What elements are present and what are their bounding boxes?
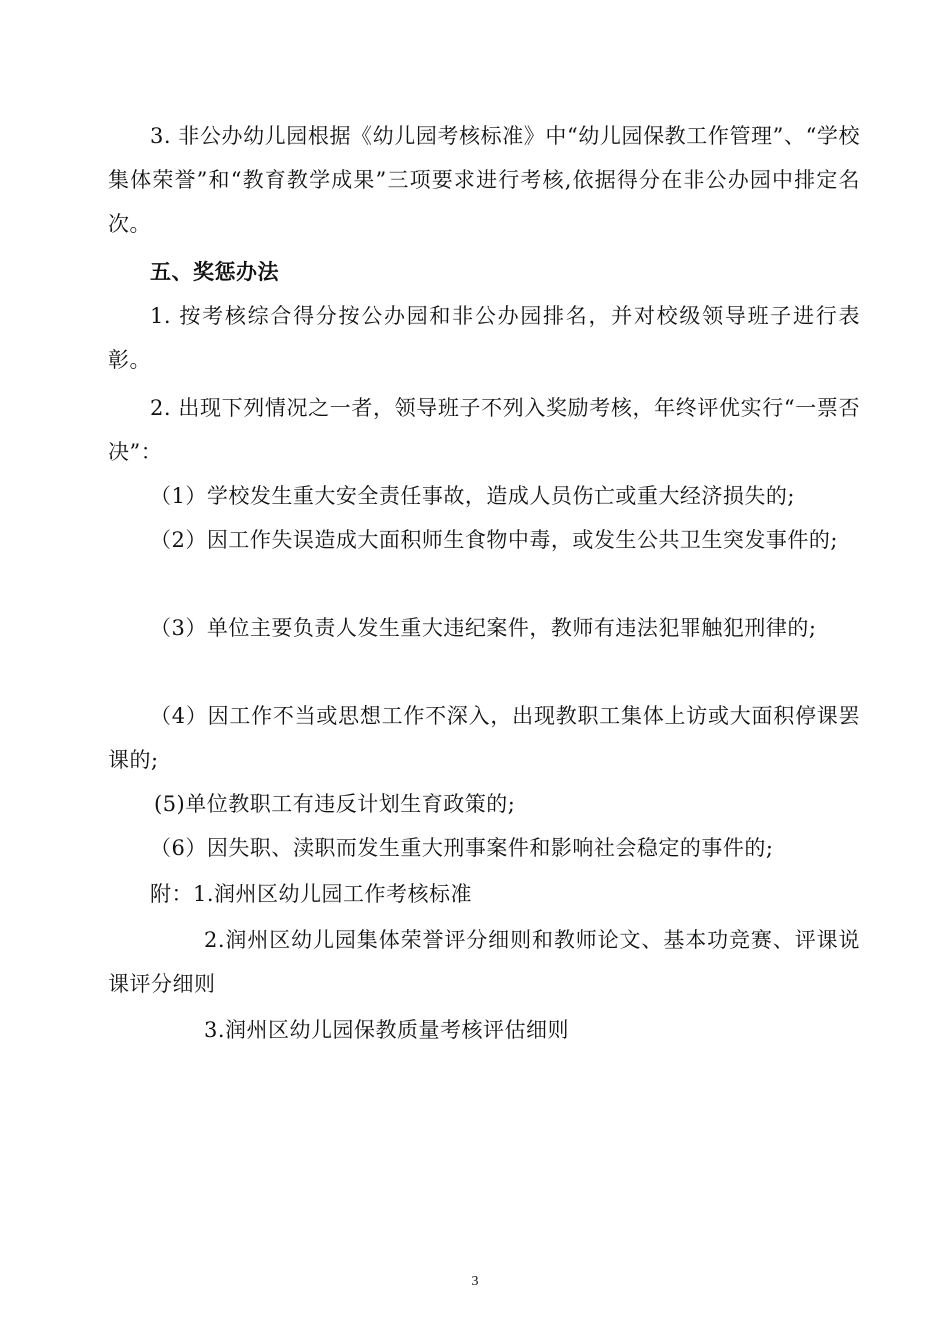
list-item-6: （6）因失职、渎职而发生重大刑事案件和影响社会稳定的事件的; [150, 836, 774, 860]
list-item-5: (5)单位教职工有违反计划生育政策的; [154, 792, 516, 816]
list-item-2: （2）因工作失误造成大面积师生食物中毒，或发生公共卫生突发事件的; [150, 528, 838, 552]
attachment-1: 附：1.润州区幼儿园工作考核标准 [150, 882, 473, 906]
list-item-3: （3）单位主要负责人发生重大违纪案件，教师有违法犯罪触犯刑律的; [150, 616, 817, 640]
paragraph-ranking: 1. 按考核综合得分按公办园和非公办园排名，并对校级领导班子进行表彰。 [108, 304, 860, 372]
paragraph-3-assessment: 3. 非公办幼儿园根据《幼儿园考核标准》中“幼儿园保教工作管理”、“学校集体荣誉”和“教育教学成果”三项要求进行考核,依据得分在非公办园中排定名次。 [108, 124, 860, 236]
attachment-2: 2.润州区幼儿园集体荣誉评分细则和教师论文、基本功竞赛、评课说课评分细则 [108, 928, 860, 996]
list-item-1: （1）学校发生重大安全责任事故，造成人员伤亡或重大经济损失的; [150, 484, 795, 508]
paragraph-veto: 2. 出现下列情况之一者，领导班子不列入奖励考核，年终评优实行“一票否决”： [108, 396, 860, 464]
list-item-4: （4）因工作不当或思想工作不深入，出现教职工集体上访或大面积停课罢课的; [108, 704, 860, 772]
attachment-3: 3.润州区幼儿园保教质量考核评估细则 [204, 1018, 570, 1042]
section-heading-rewards: 五、奖惩办法 [150, 259, 279, 284]
page-number: 3 [471, 1274, 479, 1289]
